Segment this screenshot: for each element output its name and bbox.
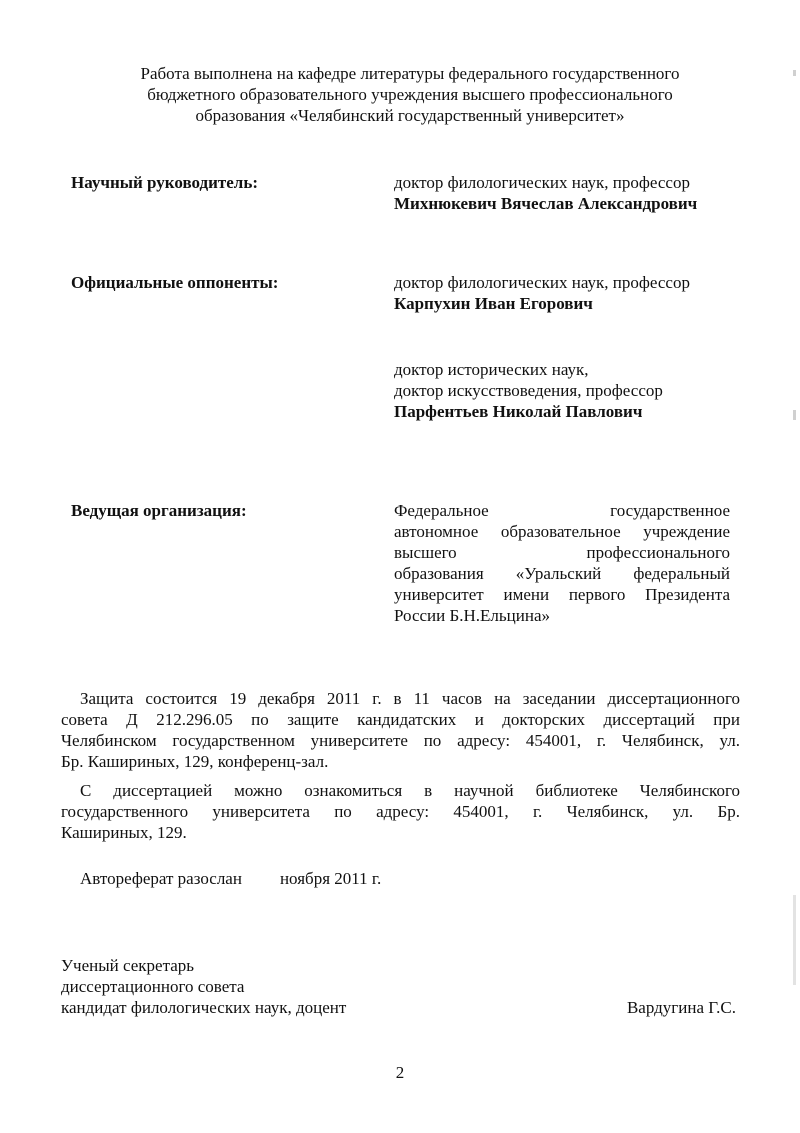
header-line: бюджетного образовательного учреждения высшего профессионального	[147, 85, 673, 104]
secretary-name: Вардугина Г.С.	[626, 998, 736, 1017]
leading-org-line: автономное образовательное учреждение	[394, 522, 730, 541]
leading-org-line: России Б.Н.Ельцина»	[394, 606, 550, 625]
leading-org-block	[394, 500, 730, 626]
secretary-row	[61, 997, 736, 1018]
supervisor-degree: доктор филологических наук, профессор	[394, 173, 690, 192]
sent-line	[80, 868, 381, 889]
header-block	[60, 63, 760, 126]
header-line: образования «Челябинский государственный университет»	[195, 106, 625, 125]
library-line: Кашириных, 129.	[61, 823, 187, 842]
supervisor-name: Михнюкевич Вячеслав Александрович	[394, 194, 698, 213]
leading-org-line: высшего профессионального	[394, 543, 730, 562]
secretary-council: диссертационного совета	[61, 977, 245, 996]
secretary-title: Ученый секретарь	[61, 956, 195, 975]
supervisor-block	[394, 172, 730, 214]
sent-text: Автореферат разослан	[80, 869, 242, 888]
opponent-second-name: Парфентьев Николай Павлович	[394, 402, 643, 421]
opponent-first-degree: доктор филологических наук, профессор	[394, 273, 690, 292]
supervisor-label: Научный руководитель:	[71, 173, 258, 192]
leading-org-line: образования «Уральский федеральный	[394, 564, 730, 583]
header-line: Работа выполнена на кафедре литературы федерального государственного	[140, 64, 680, 83]
defense-line: Бр. Кашириных, 129, конференц-зал.	[61, 752, 329, 771]
scan-artifact	[793, 895, 796, 985]
library-line: С диссертацией можно ознакомиться в научной библиотеке Челябинского	[80, 781, 740, 800]
library-paragraph	[61, 780, 740, 843]
defense-line: Челябинском государственном университете по адресу: 454001, г. Челябинск, ул.	[61, 731, 740, 750]
scan-artifact	[793, 70, 796, 76]
opponent-second-block	[394, 359, 730, 422]
opponent-second-degree: доктор искусствоведения, профессор	[394, 381, 663, 400]
page-number: 2	[395, 1063, 405, 1082]
opponent-second-degree: доктор исторических наук,	[394, 360, 589, 379]
sent-date: ноября 2011 г.	[279, 869, 382, 888]
leading-org-label: Ведущая организация:	[71, 501, 247, 520]
opponent-first-name: Карпухин Иван Егорович	[394, 294, 593, 313]
leading-org-line: Федеральное государственное	[394, 501, 730, 520]
secretary-block	[61, 955, 736, 1018]
library-line: государственного университета по адресу: 454001, г. Челябинск, ул. Бр.	[61, 802, 740, 821]
defense-line: Защита состоится 19 декабря 2011 г. в 11 часов на заседании диссертационного	[80, 689, 740, 708]
secretary-degree: кандидат филологических наук, доцент	[61, 998, 347, 1017]
defense-paragraph	[61, 688, 740, 772]
opponents-label: Официальные оппоненты:	[71, 273, 279, 292]
scan-artifact	[793, 410, 796, 420]
opponent-first-block	[394, 272, 730, 314]
defense-line: совета Д 212.296.05 по защите кандидатских и докторских диссертаций при	[61, 710, 740, 729]
leading-org-line: университет имени первого Президента	[394, 585, 730, 604]
